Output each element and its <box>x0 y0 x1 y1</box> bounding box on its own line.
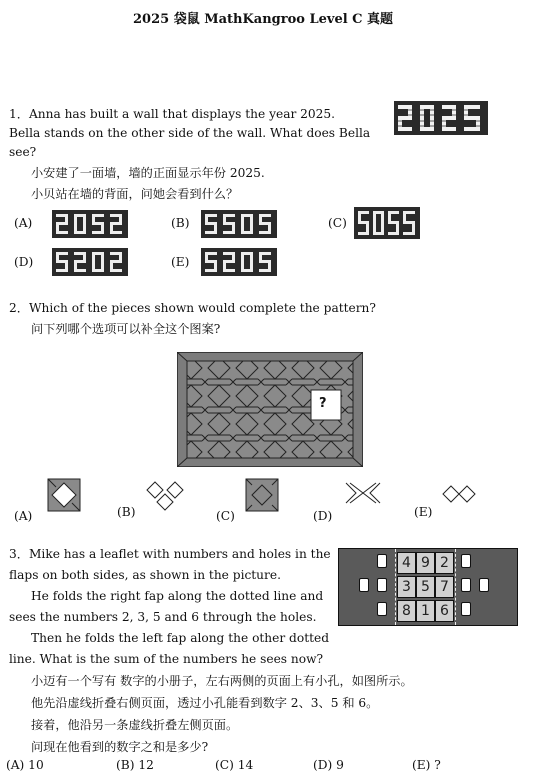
q1-text-cn2: 小贝站在墙的背面，问她会看到什么？ <box>31 187 239 201</box>
hole <box>461 554 471 568</box>
q2-option-e-label[interactable]: (E) <box>414 505 433 519</box>
q1-option-c-image[interactable] <box>354 207 420 239</box>
q3-text-cn2: 他先沿虚线折叠右侧页面，透过小孔能看到数字 2、3、5 和 6。 <box>31 696 379 710</box>
grid-cell: 5 <box>416 576 435 598</box>
q2-option-c-label[interactable]: (C) <box>216 509 235 523</box>
grid-cell: 6 <box>435 600 454 622</box>
q2-option-c-image[interactable] <box>244 477 280 513</box>
q2-option-d-image[interactable] <box>344 479 382 505</box>
wall-2025-image <box>394 101 488 135</box>
q1-option-b-image[interactable] <box>201 210 277 238</box>
page-title: 2025 袋鼠 MathKangroo Level C 真题 <box>133 12 394 27</box>
q1-option-a-label[interactable]: (A) <box>14 216 33 230</box>
grid-cell: 4 <box>397 552 416 574</box>
grid-cell: 3 <box>397 576 416 598</box>
q2-text-en: 2．Which of the pieces shown would complete the pattern? <box>9 301 376 315</box>
q1-option-d-label[interactable]: (D) <box>14 255 34 269</box>
q1-option-e-label[interactable]: (E) <box>171 255 190 269</box>
leaflet-image <box>338 548 518 626</box>
q1-option-c-label[interactable]: (C) <box>328 216 347 230</box>
q1-option-a-image[interactable] <box>52 210 128 238</box>
q1-text-line2: Bella stands on the other side of the wall. What does Bella <box>9 126 371 140</box>
grid-cell: 7 <box>435 576 454 598</box>
q3-text-line1: 3．Mike has a leaflet with numbers and holes in the <box>9 547 331 561</box>
hole <box>377 554 387 568</box>
q3-option-a[interactable]: (A) 10 <box>6 758 44 772</box>
q1-text-line3: see? <box>9 145 37 159</box>
q2-text-cn: 问下列哪个选项可以补全这个图案? <box>31 322 221 336</box>
q3-text-line2: flaps on both sides, as shown in the picture. <box>9 568 281 582</box>
grid-cell: 8 <box>397 600 416 622</box>
q1-option-d-image[interactable] <box>52 248 128 276</box>
q2-option-a-label[interactable]: (A) <box>14 509 33 523</box>
q1-text-cn1: 小安建了一面墙，墙的正面显示年份 2025. <box>31 166 265 180</box>
hole <box>377 578 387 592</box>
q2-option-e-image[interactable] <box>441 484 477 504</box>
q1-text-line1: 1．Anna has built a wall that displays the year 2025. <box>9 107 336 121</box>
q1-option-e-image[interactable] <box>201 248 277 276</box>
q2-option-b-label[interactable]: (B) <box>117 505 136 519</box>
fold-line-right <box>455 549 456 625</box>
q3-text-line3: He folds the right fap along the dotted line and <box>31 589 324 603</box>
q3-text-cn4: 问现在他看到的数字之和是多少? <box>31 740 209 754</box>
q2-option-d-label[interactable]: (D) <box>313 509 333 523</box>
q3-option-b[interactable]: (B) 12 <box>116 758 154 772</box>
q2-pattern-image <box>177 352 363 467</box>
q3-text-cn1: 小迈有一个写有 数字的小册子，左右两侧的页面上有小孔，如图所示。 <box>31 674 413 688</box>
q3-text-line6: line. What is the sum of the numbers he sees now? <box>9 652 324 666</box>
q2-option-b-image[interactable] <box>145 480 185 512</box>
hole <box>359 578 369 592</box>
hole <box>461 602 471 616</box>
grid-cell: 2 <box>435 552 454 574</box>
q2-question-mark: ? <box>319 396 327 411</box>
fold-line-left <box>395 549 396 625</box>
hole <box>479 578 489 592</box>
q2-option-a-image[interactable] <box>46 477 82 513</box>
q1-option-b-label[interactable]: (B) <box>171 216 190 230</box>
q3-text-line4: sees the numbers 2, 3, 5 and 6 through the holes. <box>9 610 317 624</box>
q3-option-e[interactable]: (E) ? <box>412 758 441 772</box>
hole <box>461 578 471 592</box>
hole <box>377 602 387 616</box>
grid-cell: 1 <box>416 600 435 622</box>
grid-cell: 9 <box>416 552 435 574</box>
q3-text-cn3: 接着，他沿另一条虚线折叠左侧页面。 <box>31 718 239 732</box>
q3-text-line5: Then he folds the left fap along the other dotted <box>31 631 330 645</box>
q3-option-d[interactable]: (D) 9 <box>313 758 344 772</box>
q3-option-c[interactable]: (C) 14 <box>215 758 254 772</box>
